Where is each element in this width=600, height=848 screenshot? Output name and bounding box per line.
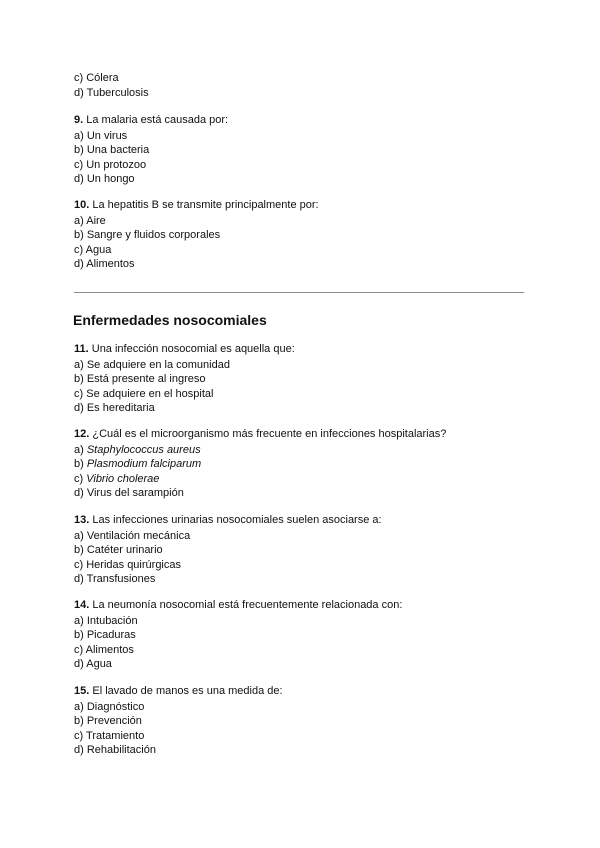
q8-continuation (74, 71, 534, 100)
question-text: La hepatitis B se transmite principalmente por: (92, 199, 319, 211)
option-d: d) Es hereditaria (74, 402, 155, 415)
question-11-stem (74, 342, 534, 357)
question-9-stem (74, 113, 534, 128)
question-12 (74, 427, 534, 501)
section-title: Enfermedades nosocomiales (73, 312, 267, 328)
question-15-stem (74, 684, 534, 699)
question-number: 14. (74, 599, 90, 611)
option-a: a) Se adquiere en la comunidad (74, 358, 230, 371)
option-c: c) Agua (74, 243, 112, 256)
section-divider (74, 292, 524, 293)
question-9 (74, 113, 534, 187)
question-10-stem (74, 198, 534, 213)
option-c: c) Vibrio cholerae (74, 472, 160, 485)
question-text: Las infecciones urinarias nosocomiales suelen asociarse a: (92, 514, 382, 526)
question-14-stem (74, 598, 534, 613)
option-b: b) Catéter urinario (74, 544, 163, 557)
question-number: 9. (74, 114, 84, 126)
option-a: a) Diagnóstico (74, 700, 145, 713)
option-b: b) Una bacteria (74, 144, 150, 157)
option-d: d) Virus del sarampión (74, 487, 184, 500)
option-d: d) Un hongo (74, 173, 135, 186)
option-c: c) Tratamiento (74, 729, 145, 742)
option-b: b) Prevención (74, 715, 142, 728)
option-a: a) Staphylococcus aureus (74, 443, 201, 456)
option-a: a) Un virus (74, 129, 128, 142)
option-d: d) Alimentos (74, 258, 135, 271)
option-a: a) Intubación (74, 614, 138, 627)
question-number: 11. (74, 343, 89, 355)
option-b: b) Está presente al ingreso (74, 373, 206, 386)
question-12-stem (74, 427, 534, 442)
question-number: 10. (74, 199, 90, 211)
question-text: ¿Cuál es el microorganismo más frecuente en infecciones hospitalarias? (92, 428, 447, 440)
option-c: c) Heridas quirúrgicas (74, 558, 181, 571)
question-11 (74, 342, 534, 416)
option-d: d) Tuberculosis (74, 86, 149, 99)
question-15 (74, 684, 534, 758)
question-13 (74, 513, 534, 587)
question-number: 13. (74, 514, 90, 526)
option-c: c) Un protozoo (74, 158, 147, 171)
question-text: Una infección nosocomial es aquella que: (91, 343, 295, 355)
question-14 (74, 598, 534, 672)
question-text: El lavado de manos es una medida de: (92, 685, 283, 697)
option-c: c) Se adquiere en el hospital (74, 387, 214, 400)
option-b: b) Plasmodium falciparum (74, 458, 202, 471)
option-c: c) Alimentos (74, 643, 134, 656)
option-d: d) Transfusiones (74, 573, 156, 586)
question-number: 15. (74, 685, 90, 697)
option-a: a) Aire (74, 214, 106, 227)
option-d: d) Agua (74, 658, 112, 671)
question-text: La malaria está causada por: (86, 114, 229, 126)
option-a: a) Ventilación mecánica (74, 529, 191, 542)
question-text: La neumonía nosocomial está frecuentemente relacionada con: (92, 599, 403, 611)
option-b: b) Picaduras (74, 629, 136, 642)
option-c: c) Cólera (74, 72, 119, 84)
question-13-stem (74, 513, 534, 528)
question-number: 12. (74, 428, 90, 440)
option-b: b) Sangre y fluidos corporales (74, 229, 221, 242)
question-10 (74, 198, 534, 272)
option-d: d) Rehabilitación (74, 744, 156, 757)
